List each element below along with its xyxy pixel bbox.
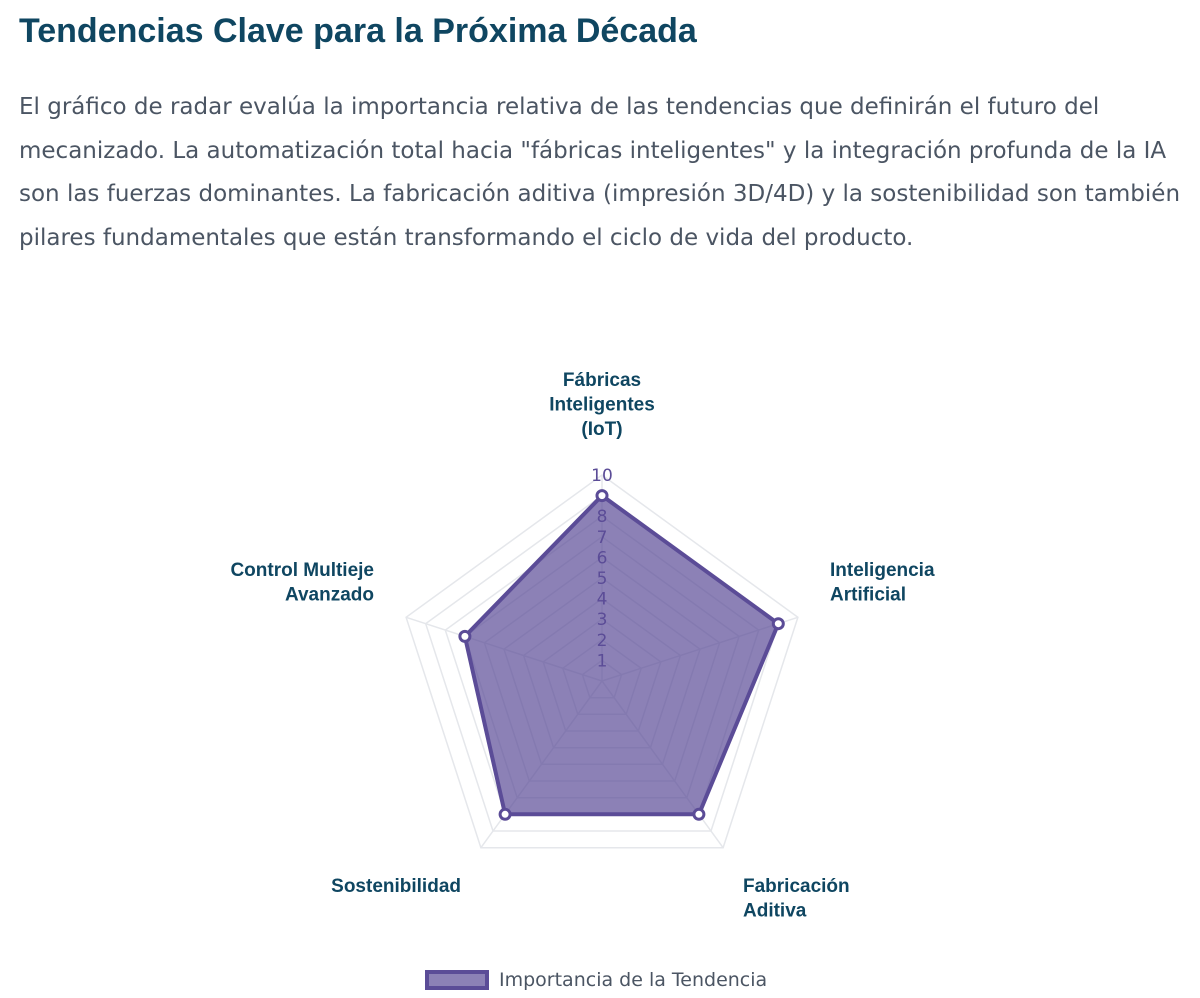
chart-legend[interactable] <box>425 966 767 994</box>
tick-label: 10 <box>591 466 613 486</box>
tick-label: 8 <box>596 507 608 528</box>
tick-label: 6 <box>596 548 608 569</box>
data-point <box>460 631 470 641</box>
radar-chart <box>0 330 1200 998</box>
tick-label: 7 <box>596 527 608 548</box>
data-point <box>694 809 704 819</box>
axis-label: Inteligencia Artificial <box>830 560 935 606</box>
section-description: El gráfico de radar evalúa la importancia relativa de las tendencias que definirán el futuro del mecanizado. La automatización total hacia "fábricas inteligentes" y la integración profunda de la IA son las fuerzas dominantes. La fabricación aditiva (impresión 3D/4D) y la sostenibilidad son también pilares fundamentales que están transformando el ciclo de vida del producto. <box>19 94 1181 251</box>
data-point <box>597 491 607 501</box>
data-point <box>773 619 783 629</box>
radar-chart-svg <box>0 330 1200 998</box>
axis-label: Fábricas Inteligentes (IoT) <box>549 370 655 440</box>
legend-swatch <box>425 970 489 990</box>
tick-label: 1 <box>596 651 608 672</box>
tick-label: 5 <box>596 569 608 589</box>
axis-label: Fabricación Aditiva <box>743 876 850 922</box>
axis-label: Control Multieje Avanzado <box>230 560 374 606</box>
tick-label: 3 <box>596 610 608 631</box>
tick-label: 2 <box>596 630 608 651</box>
data-point <box>500 809 510 819</box>
section-title: Tendencias Clave para la Próxima Década <box>19 12 697 50</box>
tick-label: 4 <box>596 589 608 610</box>
legend-label: Importancia de la Tendencia <box>499 969 768 991</box>
axis-label: Sostenibilidad <box>331 876 461 897</box>
